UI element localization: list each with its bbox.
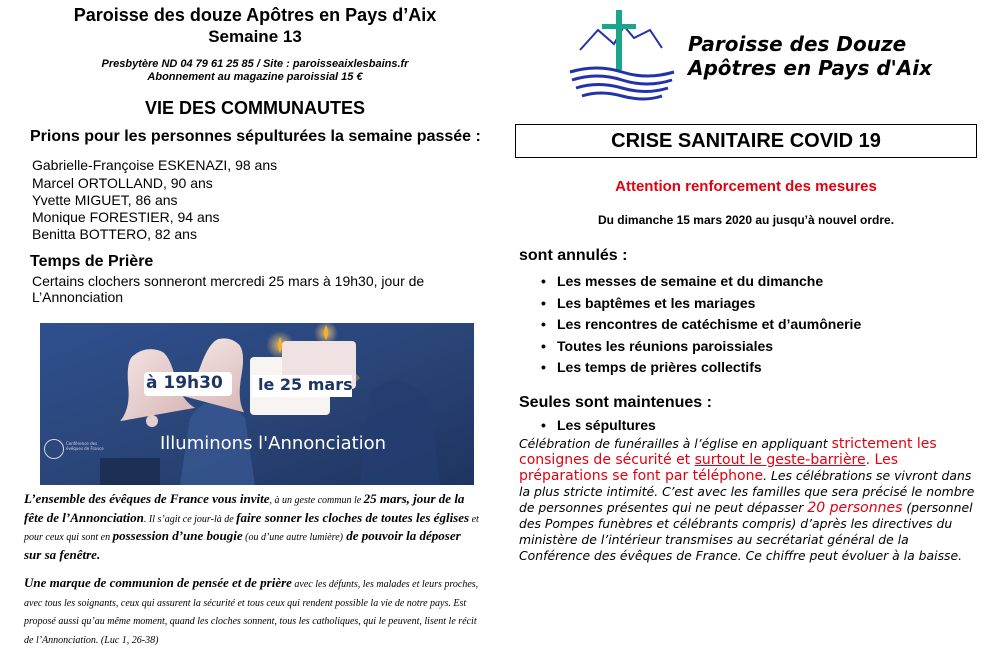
logo-text-line2: Apôtres en Pays d'Aix	[688, 56, 932, 80]
cef-logo-text: Conférence des évêques de France	[66, 441, 104, 451]
temps-text: Certains clochers sonneront mercredi 25 mars à 19h30, jour de L’Annonciation	[32, 273, 425, 305]
prions-heading: Prions pour les personnes sépulturées la semaine passée :	[30, 128, 481, 145]
attention-heading: Attention renforcement des mesures	[615, 178, 877, 195]
deceased-item: Benitta BOTTERO, 82 ans	[32, 226, 197, 242]
contact-info	[0, 58, 510, 84]
deceased-item: Yvette MIGUET, 86 ans	[32, 192, 178, 208]
annonciation-banner	[40, 323, 474, 485]
cef-logo-icon	[44, 439, 64, 459]
cross-waves-logo-icon	[562, 8, 682, 108]
deceased-item: Gabrielle-Françoise ESKENAZI, 98 ans	[32, 157, 278, 173]
covid-crisis-title: CRISE SANITAIRE COVID 19	[515, 124, 977, 158]
banner-caption: Illuminons l'Annonciation	[160, 433, 387, 454]
deceased-item: Marcel ORTOLLAND, 90 ans	[32, 175, 213, 191]
logo-text-line1: Paroisse des Douze	[688, 32, 907, 56]
funeral-instructions: Célébration de funérailles à l’église en appliquant strictement les consignes de sécurité et surtout le geste-barrière. Les préparations se font par téléphone. Les célébrations se vivront dans la plus stricte intimité. C’est avec les familles que sera précisé le nombre de personnes présentes qui ne peut dépasser 20 personnes (personnel des Pompes funèbres et célébrants compris) d’après les directives du ministère de l’intérieur transmises au secrétariat général de la Conférence des évêques de France. Ce chiffre peut évoluer à la baisse.	[519, 436, 975, 563]
banner-date: le 25 mars	[258, 375, 353, 394]
banner-time: à 19h30	[146, 373, 223, 393]
temps-heading: Temps de Prière	[30, 253, 154, 270]
cancelled-item: • Les baptêmes et les mariages	[541, 295, 756, 311]
week-label: Semaine 13	[208, 27, 302, 46]
maintained-heading: Seules sont maintenues :	[519, 394, 712, 411]
cancelled-heading: sont annulés :	[519, 247, 628, 264]
banner-illustration	[40, 323, 474, 485]
maintained-item: • Les sépultures	[541, 417, 656, 433]
cancelled-item: • Les rencontres de catéchisme et d’aumônerie	[541, 316, 862, 332]
contact-line-phone-site: Presbytère ND 04 79 61 25 85 / Site : paroisseaixlesbains.fr	[101, 58, 409, 70]
date-range: Du dimanche 15 mars 2020 au jusqu’à nouvel ordre.	[597, 213, 895, 227]
section-title: VIE DES COMMUNAUTES	[144, 98, 366, 118]
communion-paragraph: Une marque de communion de pensée et de prière avec les défunts, les malades et leurs proches, avec tous les soignants, ceux qui assurent la sécurité et tous ceux qui rendent possible la vie de notre pays. Est proposé aussi qu’au même moment, quand les cloches sonnent, tous les catholiques, qui le peuvent, lisent le récit de l’Annonciation. (Luc 1, 26-38)	[24, 575, 479, 646]
deceased-item: Monique FORESTIER, 94 ans	[32, 209, 220, 225]
cancelled-item: • Toutes les réunions paroissiales	[541, 338, 774, 354]
invitation-paragraph: L’ensemble des évêques de France vous invite, à un geste commun le 25 mars, jour de la fête de l’Annonciation. Il s’agit ce jour-là de faire sonner les cloches de toutes les églises et pour ceux qui sont en possession d’une bougie (ou d’une autre lumière) de pouvoir la déposer sur sa fenêtre.	[24, 491, 479, 562]
cancelled-item: • Les temps de prières collectifs	[541, 359, 762, 375]
parish-title: Paroisse des douze Apôtres en Pays d’Aix	[73, 5, 437, 25]
cancelled-item: • Les messes de semaine et du dimanche	[541, 273, 824, 289]
contact-line-subscription: Abonnement au magazine paroissial 15 €	[147, 71, 363, 83]
